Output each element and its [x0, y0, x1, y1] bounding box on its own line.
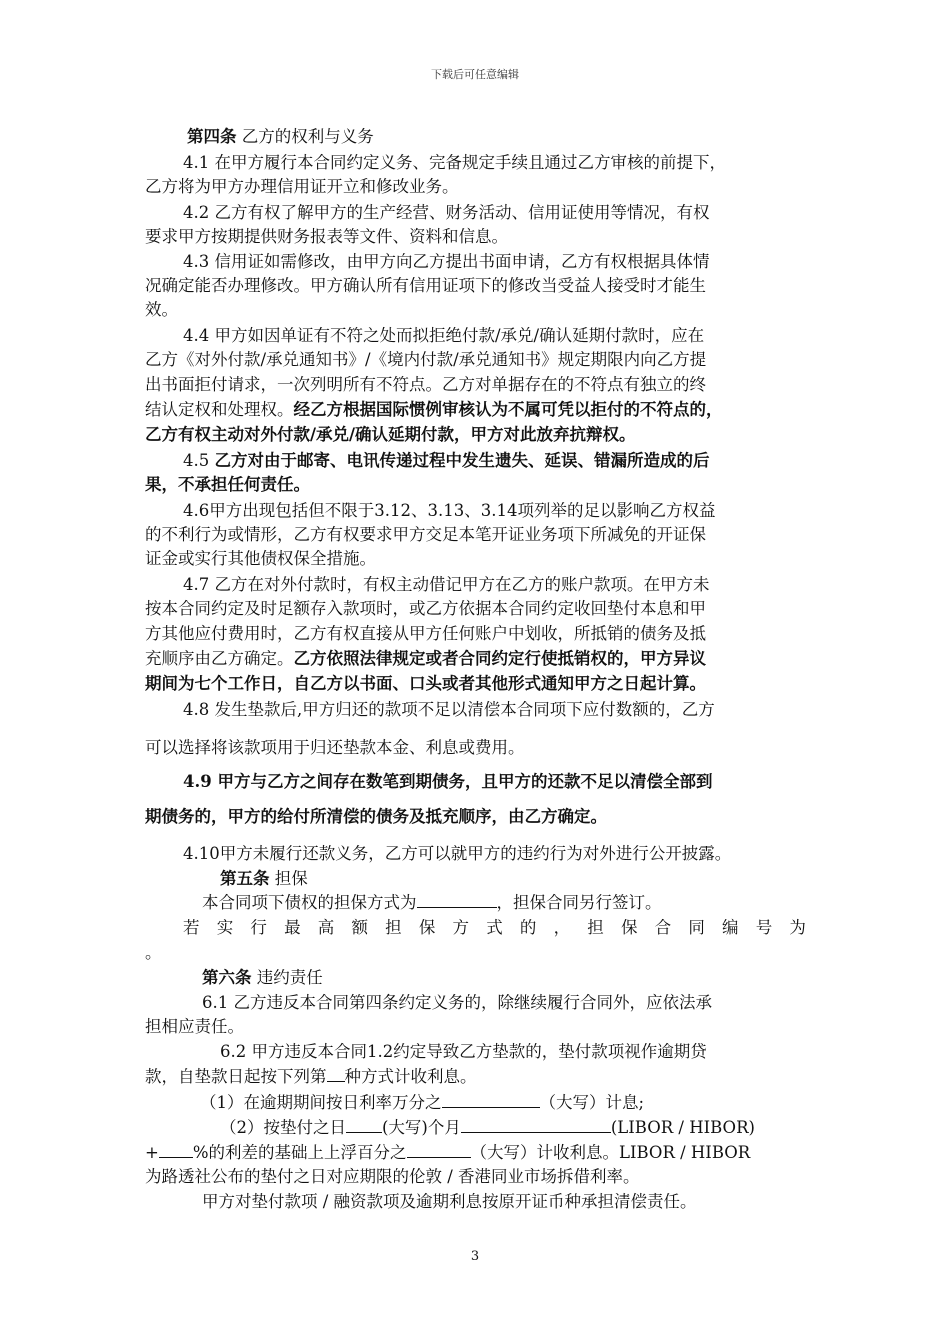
clause-4-4-line4-text: 结认定权和处理权。 — [145, 400, 294, 419]
clause-6-1-line2: 担相应责任。 — [145, 1017, 244, 1036]
clause-4-4-line2: 乙方《对外付款/承兑通知书》/《境内付款/承兑通知书》规定期限内向乙方提 — [145, 350, 707, 369]
clause-4-9-line2: 期债务的，甲方的给付所清偿的债务及抵充顺序，由乙方确定。 — [145, 807, 607, 826]
clause-4-2-line2: 要求甲方按期提供财务报表等文件、资料和信息。 — [145, 227, 508, 246]
clause-4-4-line5: 乙方有权主动对外付款/承兑/确认延期付款，甲方对此放弃抗辩权。 — [145, 425, 636, 444]
clause-4-7-line1: 4.7 乙方在对外付款时，有权主动借记甲方在乙方的账户款项。在甲方未 — [183, 575, 710, 594]
option-2-months-text: (大写)个月 — [382, 1118, 461, 1137]
clause-4-7-line4 — [145, 648, 706, 670]
clause-6-2-line1: 6.2 甲方违反本合同1.2约定导致乙方垫款的，垫付款项视作逾期贷 — [220, 1042, 707, 1061]
article-5-line2-char: 若 — [183, 918, 200, 937]
article-5-line2-char: 为 — [789, 918, 806, 937]
clause-4-5-line1 — [183, 450, 710, 472]
clause-4-9-number: 4.9 — [183, 772, 218, 791]
article-5-line2-char: 高 — [317, 918, 335, 937]
clause-4-4-line4 — [145, 399, 723, 421]
article-5-line2-char: 编 — [722, 918, 739, 937]
method-number-blank — [327, 1066, 345, 1082]
clause-4-9-bold: 甲方与乙方之间存在数笔到期债务，且甲方的还款不足以清偿全部到 — [217, 772, 713, 791]
option-2-months-blank — [346, 1117, 382, 1133]
clause-4-9-line1 — [183, 771, 712, 793]
article-4-number: 第四条 — [187, 127, 237, 146]
clause-4-4-line1: 4.4 甲方如因单证有不符之处而拟拒绝付款/承兑/确认延期付款时，应在 — [183, 326, 705, 345]
article-5-title: 担保 — [269, 869, 308, 888]
clause-4-8-line2: 可以选择将该款项用于归还垫款本金、利息或费用。 — [145, 738, 525, 757]
guarantee-contract-text: ，担保合同另行签订。 — [496, 893, 662, 912]
clause-4-5-line2: 果，不承担任何责任。 — [145, 475, 310, 494]
option-2-line3: 为路透社公布的垫付之日对应期限的伦敦 / 香港同业市场拆借利率。 — [145, 1167, 640, 1186]
option-2-interest-text: （大写）计收利息。LIBOR / HIBOR — [470, 1143, 751, 1162]
article-5-line2-char: 合 — [654, 918, 672, 937]
clause-4-7-line5: 期间为七个工作日，自乙方以书面、口头或者其他形式通知甲方之日起计算。 — [145, 674, 706, 693]
clause-4-3-line3: 效。 — [145, 300, 178, 319]
clause-4-1-line1: 4.1 在甲方履行本合同约定义务、完备规定手续且通过乙方审核的前提下， — [183, 153, 726, 172]
article-5-line2-char: 的 — [519, 918, 537, 937]
clause-6-1-line1: 6.1 乙方违反本合同第四条约定义务的，除继续履行合同外，应依法承 — [202, 993, 712, 1012]
article-5-line2-char: 保 — [620, 918, 638, 937]
clause-4-7-line2: 按本合同约定及时足额存入款项时，或乙方依据本合同约定收回垫付本息和甲 — [145, 599, 706, 618]
clause-4-8-line1: 4.8 发生垫款后,甲方归还的款项不足以清偿本合同项下应付数额的，乙方 — [183, 700, 715, 719]
article-5-line3: 。 — [145, 943, 162, 962]
clause-4-10: 4.10甲方未履行还款义务，乙方可以就甲方的违约行为对外进行公开披露。 — [183, 844, 732, 863]
article-5-line2-char: 方 — [452, 918, 469, 937]
clause-6-2-text: 款，自垫款日起按下列第 — [145, 1067, 327, 1086]
article-5-line2-char: 同 — [688, 918, 705, 937]
article-5-line2-char: 担 — [587, 918, 604, 937]
article-5-line2-char: 行 — [250, 918, 267, 937]
option-1-rate-blank — [442, 1092, 540, 1108]
article-5-line2-char: ， — [553, 918, 571, 937]
article-6-number: 第六条 — [202, 968, 252, 987]
option-2-line1 — [220, 1117, 755, 1139]
article-5-line2 — [183, 917, 806, 939]
option-2-line2 — [145, 1142, 750, 1164]
option-1-text: （1）在逾期期间按日利率万分之 — [200, 1093, 442, 1112]
article-5-line2-char: 担 — [385, 918, 402, 937]
article-5-line2-char: 最 — [284, 918, 301, 937]
option-2-spread-text: %的利差的基础上上浮百分之 — [192, 1143, 407, 1162]
option-2-plus: + — [145, 1143, 159, 1162]
page-number: 3 — [470, 1249, 480, 1264]
option-2-percent-blank — [407, 1142, 471, 1158]
option-2-text: （2）按垫付之日 — [220, 1118, 346, 1137]
article-5-line2-char: 号 — [755, 918, 773, 937]
article-5-line2-char: 式 — [486, 918, 503, 937]
article-5-line2-char: 额 — [351, 918, 368, 937]
clause-4-7-line4-bold: 乙方依照法律规定或者合同约定行使抵销权的，甲方异议 — [293, 649, 706, 668]
option-1 — [200, 1092, 644, 1114]
clause-4-6-line1: 4.6甲方出现包括但不限于3.12、3.13、3.14项列举的足以影响乙方权益 — [183, 501, 716, 520]
clause-4-7-line4-text: 充顺序由乙方确定。 — [145, 649, 294, 668]
clause-4-2-line1: 4.2 乙方有权了解甲方的生产经营、财务活动、信用证使用等情况，有权 — [183, 203, 710, 222]
option-1-text-end: （大写）计息; — [539, 1093, 645, 1112]
article-5-heading — [220, 868, 308, 890]
option-2-libor-text: (LIBOR / HIBOR) — [610, 1118, 755, 1137]
clause-4-4-line4-bold: 经乙方根据国际惯例审核认为不属可凭以拒付的不符点的， — [293, 400, 723, 419]
article-5-line2-char: 实 — [216, 918, 234, 937]
clause-6-2-line2 — [145, 1066, 477, 1088]
clause-6-2-text-end: 种方式计收利息。 — [344, 1067, 477, 1086]
clause-4-1-line2: 乙方将为甲方办理信用证开立和修改业务。 — [145, 177, 459, 196]
repayment-currency-clause: 甲方对垫付款项 / 融资款项及逾期利息按原开证币种承担清偿责任。 — [202, 1192, 697, 1211]
article-5-line2-char: 保 — [418, 918, 436, 937]
clause-4-5-number: 4.5 — [183, 451, 215, 470]
clause-4-6-line2: 的不利行为或情形，乙方有权要求甲方交足本笔开证业务项下所减免的开证保 — [145, 525, 706, 544]
guarantee-method-blank — [417, 892, 497, 908]
article-5-number: 第五条 — [220, 869, 270, 888]
page-header: 下载后可任意编辑 — [431, 68, 519, 81]
article-6-heading — [202, 967, 323, 989]
article-5-line1 — [202, 892, 662, 914]
clause-4-3-line2: 况确定能否办理修改。甲方确认所有信用证项下的修改当受益人接受时才能生 — [145, 276, 706, 295]
article-4-title: 乙方的权利与义务 — [236, 127, 374, 146]
clause-4-3-line1: 4.3 信用证如需修改，由甲方向乙方提出书面申请，乙方有权根据具体情 — [183, 252, 710, 271]
guarantee-method-text: 本合同项下债权的担保方式为 — [202, 893, 417, 912]
article-4-heading — [187, 126, 374, 148]
clause-4-5-bold: 乙方对由于邮寄、电讯传递过程中发生遗失、延误、错漏所造成的后 — [214, 451, 710, 470]
clause-4-4-line3: 出书面拒付请求，一次列明所有不符点。乙方对单据存在的不符点有独立的终 — [145, 375, 706, 394]
clause-4-7-line3: 方其他应付费用时，乙方有权直接从甲方任何账户中划收，所抵销的债务及抵 — [145, 624, 706, 643]
clause-4-6-line3: 证金或实行其他债权保全措施。 — [145, 549, 376, 568]
option-2-rate-blank — [461, 1117, 611, 1133]
article-6-title: 违约责任 — [251, 968, 323, 987]
option-2-spread-blank — [159, 1142, 193, 1158]
